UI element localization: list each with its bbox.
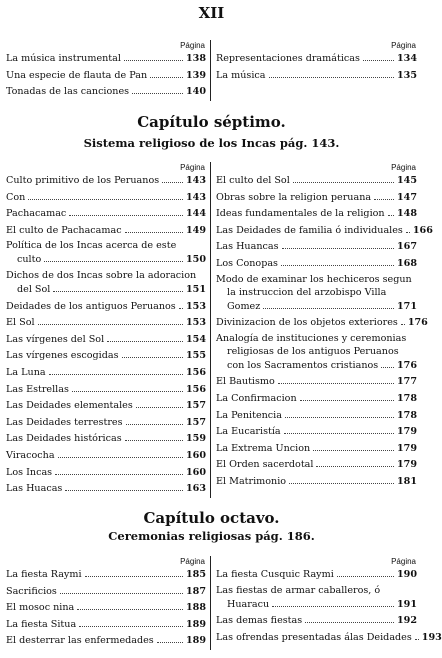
toc-entry bbox=[6, 584, 206, 601]
chapter8-right-column bbox=[211, 556, 442, 650]
toc-entry bbox=[216, 567, 417, 584]
toc-entry-label: El desterrar las enfermedades bbox=[6, 635, 154, 647]
toc-entry bbox=[6, 415, 206, 432]
toc-entry bbox=[6, 223, 206, 240]
toc-entry-label: Las demas fiestas bbox=[216, 615, 303, 627]
toc-entry-label: Las ofrendas presentadas álas Deidades bbox=[216, 631, 412, 643]
toc-entry bbox=[6, 348, 206, 365]
dot-leader bbox=[293, 182, 394, 183]
dot-leader bbox=[55, 474, 183, 475]
toc-entry-label: Las vírgenes escogidas bbox=[6, 350, 119, 362]
dot-leader bbox=[38, 324, 183, 325]
toc-entry-label: Analogía de instituciones y ceremonias bbox=[216, 332, 407, 344]
toc-page-number: 188 bbox=[185, 602, 206, 614]
toc-entry bbox=[6, 332, 206, 349]
toc-entry-label: Modo de examinar los hechiceros segun bbox=[216, 273, 412, 285]
toc-entry-label: El Sol bbox=[6, 317, 35, 329]
dot-leader bbox=[69, 215, 183, 216]
toc-entry-label: La fiesta Raymi bbox=[6, 569, 82, 580]
toc-entry bbox=[6, 299, 206, 316]
toc-entry bbox=[216, 332, 417, 345]
toc-entry-label: Viracocha bbox=[6, 449, 55, 461]
dot-leader bbox=[85, 576, 183, 577]
toc-entry bbox=[216, 424, 417, 441]
toc-page-number: 166 bbox=[412, 224, 433, 236]
toc-page-number: 193 bbox=[421, 631, 442, 643]
toc-entry-label: La Extrema Uncion bbox=[216, 442, 311, 454]
dot-leader bbox=[58, 457, 183, 458]
toc-entry bbox=[216, 315, 428, 332]
chapter7-title: Capítulo séptimo. bbox=[137, 113, 286, 131]
dot-leader bbox=[28, 199, 183, 200]
toc-page-number: 159 bbox=[185, 433, 206, 445]
dot-leader bbox=[406, 232, 410, 233]
toc-entry-label: Deidades de los antiguos Peruanos bbox=[6, 300, 176, 312]
toc-entry bbox=[216, 408, 417, 425]
toc-page-number: 150 bbox=[185, 254, 206, 266]
chapter7-section bbox=[0, 162, 433, 498]
dot-leader bbox=[313, 450, 394, 451]
pagina-header: Página bbox=[391, 41, 416, 50]
toc-page-number: 189 bbox=[185, 618, 206, 630]
toc-entry-label: culto bbox=[17, 254, 42, 266]
dot-leader bbox=[77, 609, 183, 610]
toc-entry bbox=[216, 374, 417, 391]
toc-page-number: 155 bbox=[185, 350, 206, 362]
toc-entry bbox=[6, 173, 206, 190]
toc-entry-label: Gomez bbox=[227, 300, 261, 312]
toc-entry bbox=[216, 190, 417, 207]
dot-leader bbox=[72, 391, 183, 392]
dot-leader bbox=[269, 77, 394, 78]
toc-entry bbox=[6, 398, 206, 415]
chapter8-title: Capítulo octavo. bbox=[143, 509, 280, 527]
dot-leader bbox=[60, 593, 183, 594]
toc-entry bbox=[216, 239, 417, 256]
toc-page-number: 168 bbox=[396, 257, 417, 269]
toc-entry bbox=[216, 457, 417, 474]
toc-entry-label: La música bbox=[216, 69, 266, 81]
top-section bbox=[0, 40, 423, 101]
toc-page-number: 145 bbox=[396, 175, 417, 186]
toc-page-number: 153 bbox=[185, 317, 206, 329]
toc-page-number: 143 bbox=[185, 191, 206, 203]
toc-entry bbox=[216, 597, 417, 614]
toc-entry-label: Las Deidades históricas bbox=[6, 433, 122, 445]
toc-entry-label: Las vírgenes del Sol bbox=[6, 333, 105, 345]
toc-page-number: 140 bbox=[185, 86, 206, 98]
toc-entry-label: Política de los Incas acerca de este bbox=[6, 240, 177, 252]
toc-page-number: 190 bbox=[396, 569, 417, 580]
dot-leader bbox=[44, 261, 183, 262]
toc-page-number: 179 bbox=[396, 459, 417, 471]
toc-entry-label: La Confirmacion bbox=[216, 392, 297, 404]
toc-entry bbox=[216, 345, 417, 358]
dot-leader bbox=[126, 424, 183, 425]
dot-leader bbox=[263, 308, 394, 309]
dot-leader bbox=[65, 490, 183, 491]
toc-entry-label: Sacrificios bbox=[6, 585, 57, 597]
toc-entry bbox=[6, 448, 206, 465]
toc-entry-label: Las Deidades elementales bbox=[6, 400, 133, 412]
toc-entry bbox=[6, 68, 206, 85]
toc-page-number: 167 bbox=[396, 241, 417, 253]
toc-entry-label: Tonadas de las canciones bbox=[6, 86, 130, 98]
toc-page-number: 156 bbox=[185, 366, 206, 378]
toc-page-number: 171 bbox=[396, 300, 417, 312]
toc-page-number: 149 bbox=[185, 224, 206, 236]
toc-entry-label: Culto primitivo de los Peruanos bbox=[6, 175, 160, 186]
toc-entry bbox=[216, 391, 417, 408]
dot-leader bbox=[272, 606, 394, 607]
toc-entry bbox=[216, 613, 417, 630]
top-left-column bbox=[0, 40, 211, 101]
toc-entry-label: Las Deidades terrestres bbox=[6, 416, 123, 428]
toc-page-number: 134 bbox=[396, 53, 417, 64]
toc-entry-label: El culto del Sol bbox=[216, 175, 290, 186]
toc-entry bbox=[216, 173, 417, 190]
toc-entry-label: La Penitencia bbox=[216, 409, 282, 421]
pagina-header: Página bbox=[180, 41, 205, 50]
dot-leader bbox=[316, 466, 394, 467]
toc-entry bbox=[6, 190, 206, 207]
toc-entry bbox=[216, 206, 417, 223]
dot-leader bbox=[125, 232, 183, 233]
dot-leader bbox=[300, 400, 394, 401]
dot-leader bbox=[284, 433, 394, 434]
top-right-entries bbox=[216, 51, 417, 84]
toc-entry-label: La fiesta Situa bbox=[6, 618, 77, 630]
dot-leader bbox=[415, 639, 419, 640]
dot-leader bbox=[132, 93, 183, 94]
toc-page-number: 147 bbox=[396, 191, 417, 203]
toc-page-number: 151 bbox=[185, 283, 206, 295]
dot-leader bbox=[305, 622, 394, 623]
dot-leader bbox=[49, 374, 183, 375]
toc-entry-label: Divinizacion de los objetos exteriores bbox=[216, 317, 398, 329]
toc-entry bbox=[216, 273, 417, 286]
toc-page-number: 181 bbox=[396, 475, 417, 487]
toc-entry-label: Los Incas bbox=[6, 466, 53, 478]
toc-entry bbox=[216, 474, 417, 491]
chapter8-right-entries bbox=[216, 567, 442, 646]
toc-page-number: 191 bbox=[396, 598, 417, 610]
toc-entry-label: El Bautismo bbox=[216, 376, 275, 388]
toc-page-number: 163 bbox=[185, 483, 206, 495]
toc-entry bbox=[6, 206, 206, 223]
dot-leader bbox=[285, 417, 394, 418]
toc-entry-label: Pachacamac bbox=[6, 208, 67, 220]
toc-entry-label: religiosas de los antiguos Peruanos bbox=[227, 345, 399, 357]
toc-entry-label: Obras sobre la religion peruana bbox=[216, 191, 372, 203]
dot-leader bbox=[79, 626, 183, 627]
toc-entry bbox=[6, 481, 206, 498]
chapter7-right-entries bbox=[216, 173, 433, 491]
pagina-header: Página bbox=[180, 557, 205, 566]
dot-leader bbox=[388, 215, 394, 216]
toc-entry-label: con los Sacramentos cristianos bbox=[227, 359, 379, 371]
toc-page-number: 144 bbox=[185, 208, 206, 220]
pagina-header: Página bbox=[180, 163, 205, 172]
dot-leader bbox=[363, 60, 394, 61]
dot-leader bbox=[124, 60, 183, 61]
toc-page-number: 138 bbox=[185, 53, 206, 64]
toc-entry bbox=[6, 633, 206, 650]
toc-entry-label: La música instrumental bbox=[6, 53, 121, 64]
toc-entry bbox=[6, 315, 206, 332]
toc-entry bbox=[216, 51, 417, 68]
toc-entry bbox=[6, 51, 206, 68]
dot-leader bbox=[53, 291, 183, 292]
toc-page-number: 143 bbox=[185, 175, 206, 186]
toc-page-number: 192 bbox=[396, 615, 417, 627]
toc-entry-label: El mosoc nina bbox=[6, 602, 75, 614]
toc-entry bbox=[216, 441, 417, 458]
dot-leader bbox=[278, 383, 394, 384]
toc-entry bbox=[6, 282, 206, 299]
toc-entry-label: Huaracu bbox=[227, 598, 270, 610]
toc-entry-label: La fiesta Cusquic Raymi bbox=[216, 569, 334, 580]
dot-leader bbox=[381, 367, 394, 368]
chapter8-section bbox=[0, 556, 442, 650]
toc-page-number: 153 bbox=[185, 300, 206, 312]
toc-page-number: 156 bbox=[185, 383, 206, 395]
toc-entry bbox=[6, 431, 206, 448]
chapter8-left-column bbox=[0, 556, 211, 650]
toc-page-number: 160 bbox=[185, 466, 206, 478]
dot-leader bbox=[374, 199, 394, 200]
toc-page-number: 148 bbox=[396, 208, 417, 220]
toc-entry-label: Las fiestas de armar caballeros, ó bbox=[216, 584, 381, 596]
dot-leader bbox=[136, 407, 183, 408]
toc-entry bbox=[6, 252, 206, 269]
toc-page-number: 176 bbox=[407, 317, 428, 329]
dot-leader bbox=[179, 308, 183, 309]
toc-entry-label: Dichos de dos Incas sobre la adoracion bbox=[6, 269, 197, 281]
toc-entry-label: Representaciones dramáticas bbox=[216, 53, 360, 64]
toc-page-number: 179 bbox=[396, 442, 417, 454]
chapter7-left-column bbox=[0, 162, 211, 498]
dot-leader bbox=[150, 77, 183, 78]
toc-entry-label: El Orden sacerdotal bbox=[216, 459, 314, 471]
toc-entry bbox=[216, 223, 433, 240]
toc-entry bbox=[6, 382, 206, 399]
dot-leader bbox=[281, 265, 394, 266]
dot-leader bbox=[107, 341, 183, 342]
toc-entry bbox=[6, 84, 206, 101]
toc-page-number: 185 bbox=[185, 569, 206, 580]
dot-leader bbox=[162, 182, 183, 183]
top-left-entries bbox=[6, 51, 206, 101]
toc-page-number: 189 bbox=[185, 635, 206, 647]
toc-entry bbox=[6, 365, 206, 382]
chapter8-subtitle: Ceremonias religiosas pág. 186. bbox=[108, 529, 315, 543]
toc-page-number: 176 bbox=[396, 359, 417, 371]
toc-entry-label: La Luna bbox=[6, 366, 46, 378]
toc-entry bbox=[6, 239, 206, 252]
dot-leader bbox=[157, 642, 183, 643]
toc-entry-label: Las Deidades de familia ó individuales bbox=[216, 224, 403, 236]
toc-page-number: 139 bbox=[185, 69, 206, 81]
toc-page-number: 187 bbox=[185, 585, 206, 597]
toc-page-number: 177 bbox=[396, 376, 417, 388]
toc-entry bbox=[216, 630, 442, 647]
toc-entry bbox=[6, 269, 206, 282]
top-right-column bbox=[211, 40, 423, 101]
toc-entry-label: Las Huancas bbox=[216, 241, 279, 253]
toc-page-number: 178 bbox=[396, 409, 417, 421]
chapter7-right-column bbox=[211, 162, 433, 498]
toc-entry bbox=[6, 567, 206, 584]
toc-entry-label: del Sol bbox=[17, 283, 51, 295]
dot-leader bbox=[282, 248, 394, 249]
dot-leader bbox=[289, 483, 394, 484]
toc-page-number: 179 bbox=[396, 426, 417, 438]
toc-entry bbox=[216, 286, 417, 299]
chapter8-left-entries bbox=[6, 567, 206, 650]
toc-page-number: 157 bbox=[185, 416, 206, 428]
toc-entry-label: Ideas fundamentales de la religion bbox=[216, 208, 385, 220]
toc-entry-label: Las Huacas bbox=[6, 483, 63, 495]
toc-entry-label: El Matrimonio bbox=[216, 475, 287, 487]
pagina-header: Página bbox=[391, 557, 416, 566]
dot-leader bbox=[125, 440, 183, 441]
toc-page-number: 157 bbox=[185, 400, 206, 412]
toc-page-number: 160 bbox=[185, 449, 206, 461]
toc-entry bbox=[6, 600, 206, 617]
toc-entry bbox=[216, 68, 417, 85]
toc-entry-label: La Eucaristía bbox=[216, 426, 281, 438]
toc-entry bbox=[6, 465, 206, 482]
dot-leader bbox=[122, 357, 183, 358]
toc-page-number: 154 bbox=[185, 333, 206, 345]
toc-entry-label: Con bbox=[6, 191, 26, 203]
toc-entry-label: Las Estrellas bbox=[6, 383, 69, 395]
toc-entry bbox=[216, 584, 417, 597]
toc-page-number: 135 bbox=[396, 69, 417, 81]
chapter7-left-entries bbox=[6, 173, 206, 498]
toc-entry bbox=[216, 299, 417, 316]
pagina-header: Página bbox=[391, 163, 416, 172]
page-number: XII bbox=[198, 4, 225, 22]
dot-leader bbox=[337, 576, 394, 577]
toc-entry-label: El culto de Pachacamac bbox=[6, 224, 122, 236]
dot-leader bbox=[401, 324, 405, 325]
toc-entry bbox=[216, 256, 417, 273]
toc-entry-label: Una especie de flauta de Pan bbox=[6, 69, 148, 81]
toc-page-number: 178 bbox=[396, 392, 417, 404]
toc-entry bbox=[216, 358, 417, 375]
chapter7-subtitle: Sistema religioso de los Incas pág. 143. bbox=[83, 136, 340, 150]
toc-entry-label: Los Conopas bbox=[216, 257, 278, 269]
toc-entry-label: la instruccion del arzobispo Villa bbox=[227, 286, 387, 298]
toc-entry bbox=[6, 617, 206, 634]
